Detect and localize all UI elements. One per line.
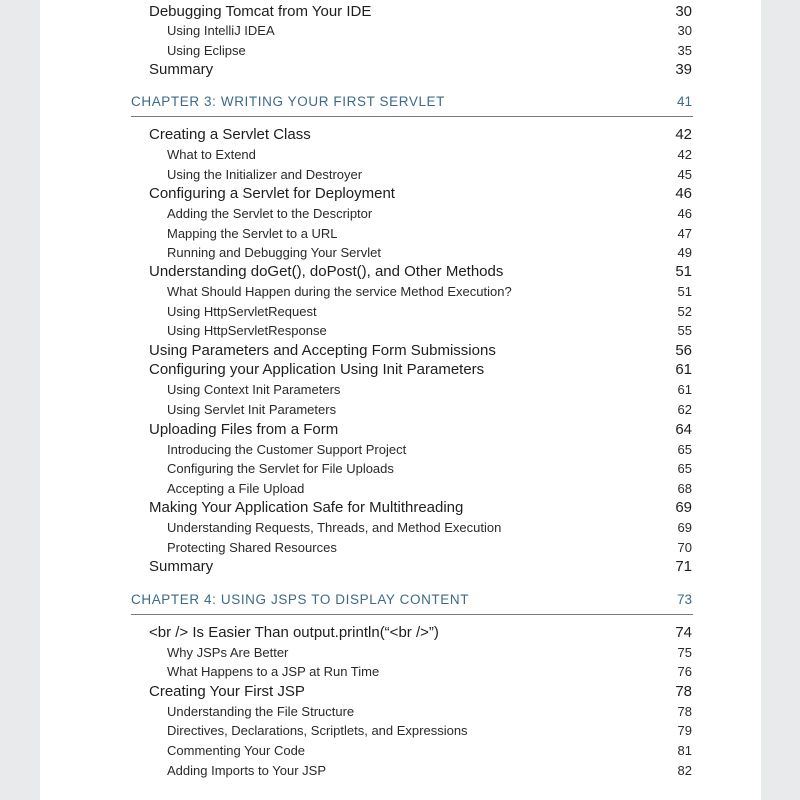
section-entry-3 [40, 60, 761, 80]
entry-page-number: 45 [677, 167, 692, 182]
subsection-entry-23 [40, 479, 761, 499]
subsection-entry-33 [40, 702, 761, 722]
entry-title: Accepting a File Upload [167, 481, 305, 496]
entry-title: Mapping the Servlet to a URL [167, 226, 338, 241]
entry-page-number: 69 [677, 520, 692, 535]
subsection-entry-31 [40, 662, 761, 682]
entry-title: Configuring your Application Using Init Parameters [149, 361, 485, 378]
entry-page-number: 47 [677, 226, 692, 241]
entry-page-number: 56 [675, 342, 692, 359]
entry-title: CHAPTER 4: USING JSPS TO DISPLAY CONTENT [131, 592, 470, 607]
subsection-entry-36 [40, 761, 761, 781]
subsection-entry-35 [40, 741, 761, 761]
entry-title: Protecting Shared Resources [167, 540, 337, 555]
entry-title: Using HttpServletRequest [167, 304, 317, 319]
entry-page-number: 41 [676, 94, 692, 109]
entry-page-number: 61 [677, 382, 692, 397]
entry-title: Using IntelliJ IDEA [167, 23, 275, 38]
entry-title: Understanding the File Structure [167, 704, 355, 719]
subsection-entry-6 [40, 145, 761, 165]
subsection-entry-7 [40, 165, 761, 185]
subsection-entry-19 [40, 400, 761, 420]
entry-title: <br /> Is Easier Than output.println(“<br />”) [149, 624, 439, 641]
section-entry-5 [40, 125, 761, 145]
entry-page-number: 51 [677, 284, 692, 299]
entry-title: Configuring the Servlet for File Uploads [167, 461, 394, 476]
entry-title: Running and Debugging Your Servlet [167, 245, 381, 260]
entry-title: Making Your Application Safe for Multithreading [149, 499, 464, 516]
section-entry-24 [40, 498, 761, 518]
subsection-entry-15 [40, 321, 761, 341]
entry-page-number: 30 [677, 23, 692, 38]
subsection-entry-10 [40, 224, 761, 244]
entry-title: Using Context Init Parameters [167, 382, 341, 397]
section-entry-17 [40, 360, 761, 380]
section-entry-20 [40, 420, 761, 440]
entry-page-number: 76 [677, 664, 692, 679]
entry-page-number: 42 [675, 126, 692, 143]
entry-title: Directives, Declarations, Scriptlets, and Expressions [167, 723, 468, 738]
entry-page-number: 46 [675, 185, 692, 202]
entry-page-number: 78 [677, 704, 692, 719]
subsection-entry-22 [40, 459, 761, 479]
entry-page-number: 51 [675, 263, 692, 280]
subsection-entry-34 [40, 721, 761, 741]
entry-page-number: 64 [675, 421, 692, 438]
entry-page-number: 79 [677, 723, 692, 738]
entry-title: Summary [149, 558, 214, 575]
subsection-entry-13 [40, 282, 761, 302]
table-of-contents [40, 0, 761, 800]
subsection-entry-1 [40, 21, 761, 41]
entry-page-number: 68 [677, 481, 692, 496]
entry-page-number: 42 [677, 147, 692, 162]
entry-page-number: 74 [675, 624, 692, 641]
entry-page-number: 65 [677, 461, 692, 476]
entry-page-number: 62 [677, 402, 692, 417]
entry-title: Using the Initializer and Destroyer [167, 167, 363, 182]
entry-title: Understanding Requests, Threads, and Method Execution [167, 520, 502, 535]
entry-title: What Happens to a JSP at Run Time [167, 664, 380, 679]
subsection-entry-21 [40, 440, 761, 460]
entry-title: What to Extend [167, 147, 256, 162]
entry-page-number: 46 [677, 206, 692, 221]
entry-title: What Should Happen during the service Method Execution? [167, 284, 512, 299]
entry-page-number: 70 [677, 540, 692, 555]
entry-title: Why JSPs Are Better [167, 645, 289, 660]
entry-title: Understanding doGet(), doPost(), and Other Methods [149, 263, 504, 280]
entry-page-number: 65 [677, 442, 692, 457]
section-entry-12 [40, 262, 761, 282]
entry-title: Using Servlet Init Parameters [167, 402, 337, 417]
chapter-divider [131, 116, 693, 117]
chapter-divider [131, 614, 693, 615]
entry-title: Uploading Files from a Form [149, 421, 339, 438]
entry-title: Configuring a Servlet for Deployment [149, 185, 395, 202]
entry-title: Introducing the Customer Support Project [167, 442, 407, 457]
entry-title: Debugging Tomcat from Your IDE [149, 3, 372, 20]
chapter-heading-4 [40, 92, 761, 114]
section-entry-0 [40, 2, 761, 22]
entry-title: CHAPTER 3: WRITING YOUR FIRST SERVLET [131, 94, 445, 109]
entry-title: Adding the Servlet to the Descriptor [167, 206, 373, 221]
entry-title: Using HttpServletResponse [167, 323, 327, 338]
section-entry-16 [40, 341, 761, 361]
section-entry-27 [40, 557, 761, 577]
entry-page-number: 61 [675, 361, 692, 378]
section-entry-29 [40, 623, 761, 643]
entry-page-number: 78 [675, 683, 692, 700]
entry-page-number: 52 [677, 304, 692, 319]
subsection-entry-2 [40, 41, 761, 61]
entry-title: Adding Imports to Your JSP [167, 763, 326, 778]
subsection-entry-26 [40, 538, 761, 558]
entry-title: Commenting Your Code [167, 743, 306, 758]
entry-page-number: 30 [675, 3, 692, 20]
section-entry-32 [40, 682, 761, 702]
entry-page-number: 71 [675, 558, 692, 575]
book-page [40, 0, 761, 800]
chapter-heading-28 [40, 590, 761, 612]
entry-page-number: 39 [675, 61, 692, 78]
entry-title: Summary [149, 61, 214, 78]
subsection-entry-18 [40, 380, 761, 400]
entry-title: Using Parameters and Accepting Form Submissions [149, 342, 496, 359]
subsection-entry-11 [40, 243, 761, 263]
entry-page-number: 82 [677, 763, 692, 778]
entry-page-number: 35 [677, 43, 692, 58]
subsection-entry-9 [40, 204, 761, 224]
entry-title: Creating a Servlet Class [149, 126, 311, 143]
entry-title: Creating Your First JSP [149, 683, 305, 700]
entry-page-number: 55 [677, 323, 692, 338]
subsection-entry-14 [40, 302, 761, 322]
entry-page-number: 73 [676, 592, 692, 607]
entry-page-number: 69 [675, 499, 692, 516]
entry-page-number: 75 [677, 645, 692, 660]
subsection-entry-30 [40, 643, 761, 663]
subsection-entry-25 [40, 518, 761, 538]
section-entry-8 [40, 184, 761, 204]
entry-title: Using Eclipse [167, 43, 246, 58]
entry-page-number: 49 [677, 245, 692, 260]
entry-page-number: 81 [677, 743, 692, 758]
